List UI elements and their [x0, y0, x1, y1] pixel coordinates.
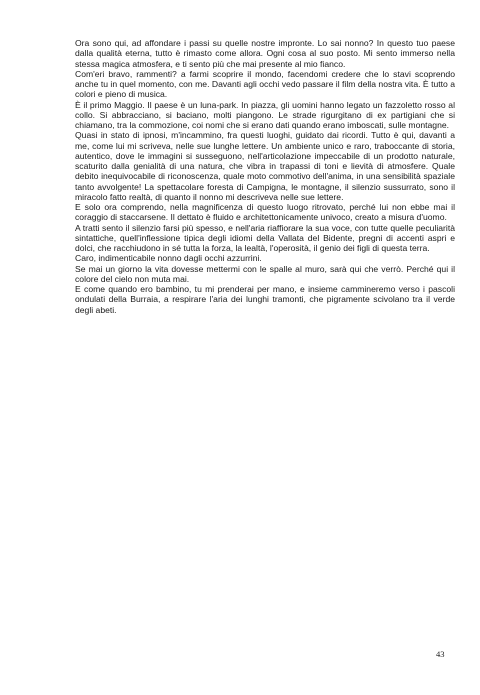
paragraph: Quasi in stato di ipnosi, m'incammino, fra questi luoghi, guidato dai ricordi. Tutto è qui, davanti a me, come lui mi scriveva, nelle sue lunghe lettere. Un ambiente unico e raro, traboccante di storia, autentico, dove le immagini si susseguono, nell'articolazione impeccabile di un prodotto naturale, scaturito dalla genialità di una natura, che vibra in trapassi di toni e lievità di atmosfere. Quale debito inequivocabile di riconoscenza, quale moto commotivo dell'anima, in una sensibilità spaziale tanto avvolgente! La spettacolare foresta di Campigna, le montagne, il silenzio sussurrato, sono il miracolo fatto realtà, di quanto il nonno mi descriveva nelle sue lettere. [75, 130, 455, 202]
paragraph: A tratti sento il silenzio farsi più spesso, e nell'aria riaffiorare la sua voce, con tutte quelle peculiarità sintattiche, quell'inflessione tipica degli idiomi della Vallata del Bidente, pregni di accenti aspri e dolci, che racchiudono in sé tutta la forza, la lealtà, l'operosità, il genio dei figli di questa terra. [75, 222, 455, 253]
page-body [75, 38, 455, 315]
page-number: 43 [436, 649, 445, 659]
paragraph: Com'eri bravo, rammenti? a farmi scoprire il mondo, facendomi credere che lo stavi scoprendo anche tu in quel momento, con me. Davanti agli occhi vedo passare il film della nostra vita. È tutto a colori e pieno di musica. [75, 68, 455, 100]
paragraph: Se mai un giorno la vita dovesse mettermi con le spalle al muro, sarà qui che verrò. Perché qui il colore del cielo non muta mai. [75, 263, 455, 284]
paragraph: È il primo Maggio. Il paese è un luna-park. In piazza, gli uomini hanno legato un fazzoletto rosso al collo. Si abbracciano, si baciano, molti piangono. Le strade rigurgitano di ex partigiani che si chiamano, tra la commozione, coi nomi che si erano dati quando erano imboscati, sulle montagne. [75, 99, 455, 130]
paragraph: Ora sono qui, ad affondare i passi su quelle nostre impronte. Lo sai nonno? In questo tuo paese dalla qualità eterna, tutto è rimasto come allora. Ogni cosa al suo posto. Mi sento immerso nella stessa magica atmosfera, e ti sento più che mai presente al mio fianco. [75, 38, 455, 69]
paragraph: E come quando ero bambino, tu mi prenderai per mano, e insieme cammineremo verso i pascoli ondulati della Burraia, a respirare l'aria dei lunghi tramonti, che pigramente scivolano tra il verde degli abeti. [75, 284, 455, 315]
paragraph: Caro, indimenticabile nonno dagli occhi azzurrini. [75, 253, 262, 264]
paragraph: E solo ora comprendo, nella magnificenza di questo luogo ritrovato, perché lui non ebbe mai il coraggio di staccarsene. Il dettato è fluido e architettonicamente univoco, creato a misura d'uomo. [75, 202, 455, 223]
